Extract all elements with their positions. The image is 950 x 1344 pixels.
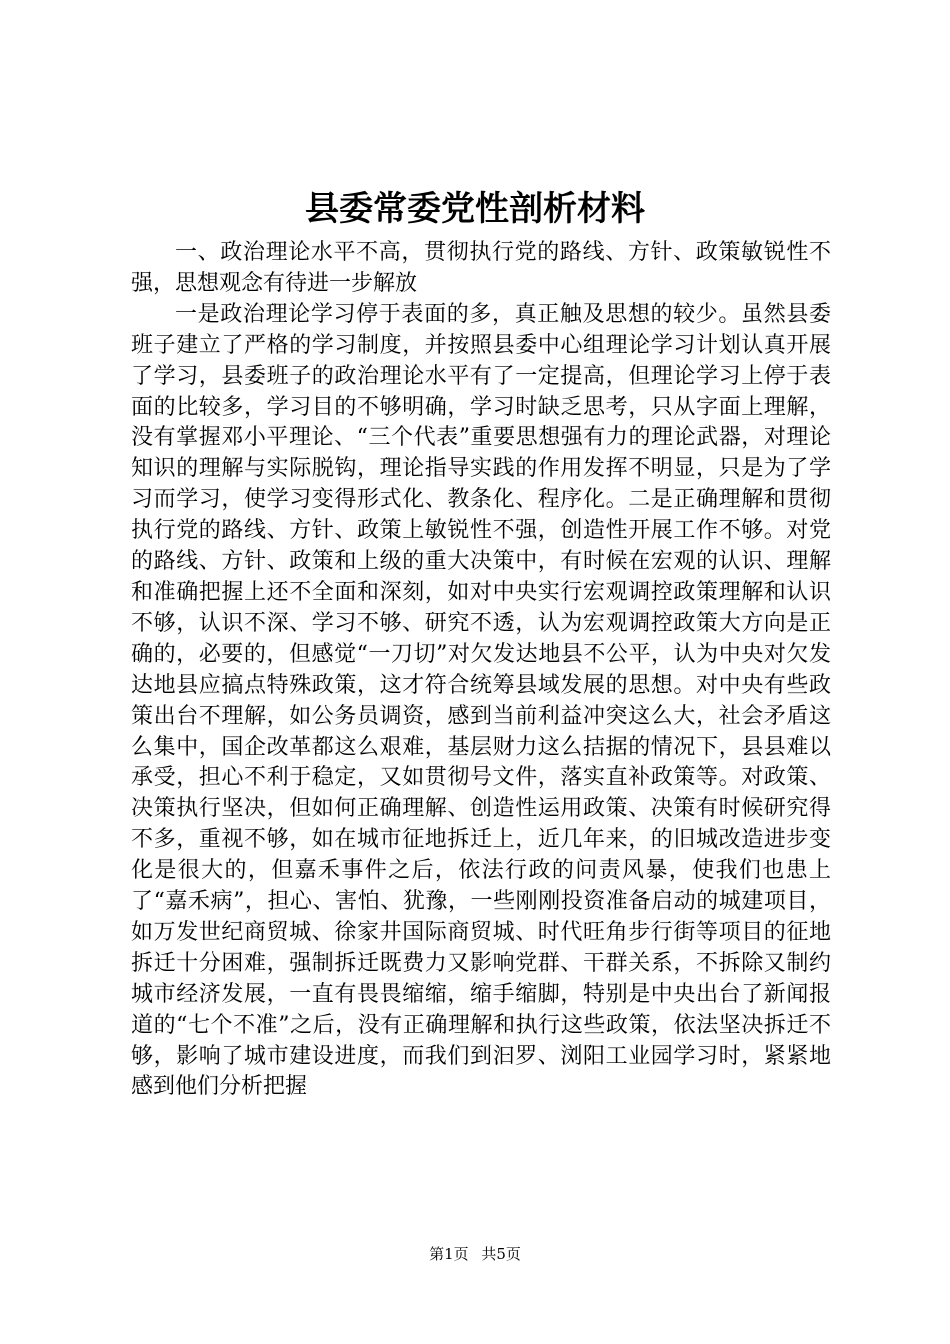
document-body xyxy=(131,238,831,1103)
page-total: 共5页 xyxy=(481,1245,521,1263)
section-heading-paragraph: 一、政治理论水平不高，贯彻执行党的路线、方针、政策敏锐性不强，思想观念有待进一步解放 xyxy=(131,240,831,296)
page-number: 第1页 xyxy=(429,1245,469,1263)
page-footer xyxy=(0,1244,950,1264)
document-title: 县委常委党性剖析材料 xyxy=(305,189,645,229)
body-paragraph: 一是政治理论学习停于表面的多，真正触及思想的较少。虽然县委班子建立了严格的学习制度，并按照县委中心组理论学习计划认真开展了学习，县委班子的政治理论水平有了一定提高，但理论学习上停于表面的比较多，学习目的不够明确，学习时缺乏思考，只从字面上理解，没有掌握邓小平理论、“三个代表”重要思想强有力的理论武器，对理论知识的理解与实际脱钩，理论指导实践的作用发挥不明显，只是为了学习而学习，使学习变得形式化、教条化、程序化。二是正确理解和贯彻执行党的路线、方针、政策上敏锐性不强，创造性开展工作不够。对党的路线、方针、政策和上级的重大决策中，有时候在宏观的认识、理解和准确把握上还不全面和深刻，如对中央实行宏观调控政策理解和认识不够，认识不深、学习不够、研究不透，认为宏观调控政策大方向是正确的，必要的，但感觉“一刀切”对欠发达地县不公平，认为中央对欠发达地县应搞点特殊政策，这才符合统筹县域发展的思想。对中央有些政策出台不理解，如公务员调资，感到当前利益冲突这么大，社会矛盾这么集中，国企改革都这么艰难，基层财力这么拮据的情况下，县县难以承受，担心不利于稳定，又如贯彻号文件，落实直补政策等。对政策、决策执行坚决，但如何正确理解、创造性运用政策、决策有时候研究得不多，重视不够，如在城市征地拆迁上，近几年来，的旧城改造进步变化是很大的，但嘉禾事件之后，依法行政的问责风暴，使我们也患上了“嘉禾病”，担心、害怕、犹豫，一些刚刚投资准备启动的城建项目，如万发世纪商贸城、徐家井国际商贸城、时代旺角步行街等项目的征地拆迁十分困难，强制拆迁既费力又影响党群、干群关系，不拆除又制约城市经济发展，一直有畏畏缩缩，缩手缩脚，特别是中央出台了新闻报道的“七个不准”之后，没有正确理解和执行这些政策，依法坚决拆迁不够，影响了城市建设进度，而我们到汩罗、浏阳工业园学习时，紧紧地感到他们分析把握 xyxy=(131,301,831,1100)
